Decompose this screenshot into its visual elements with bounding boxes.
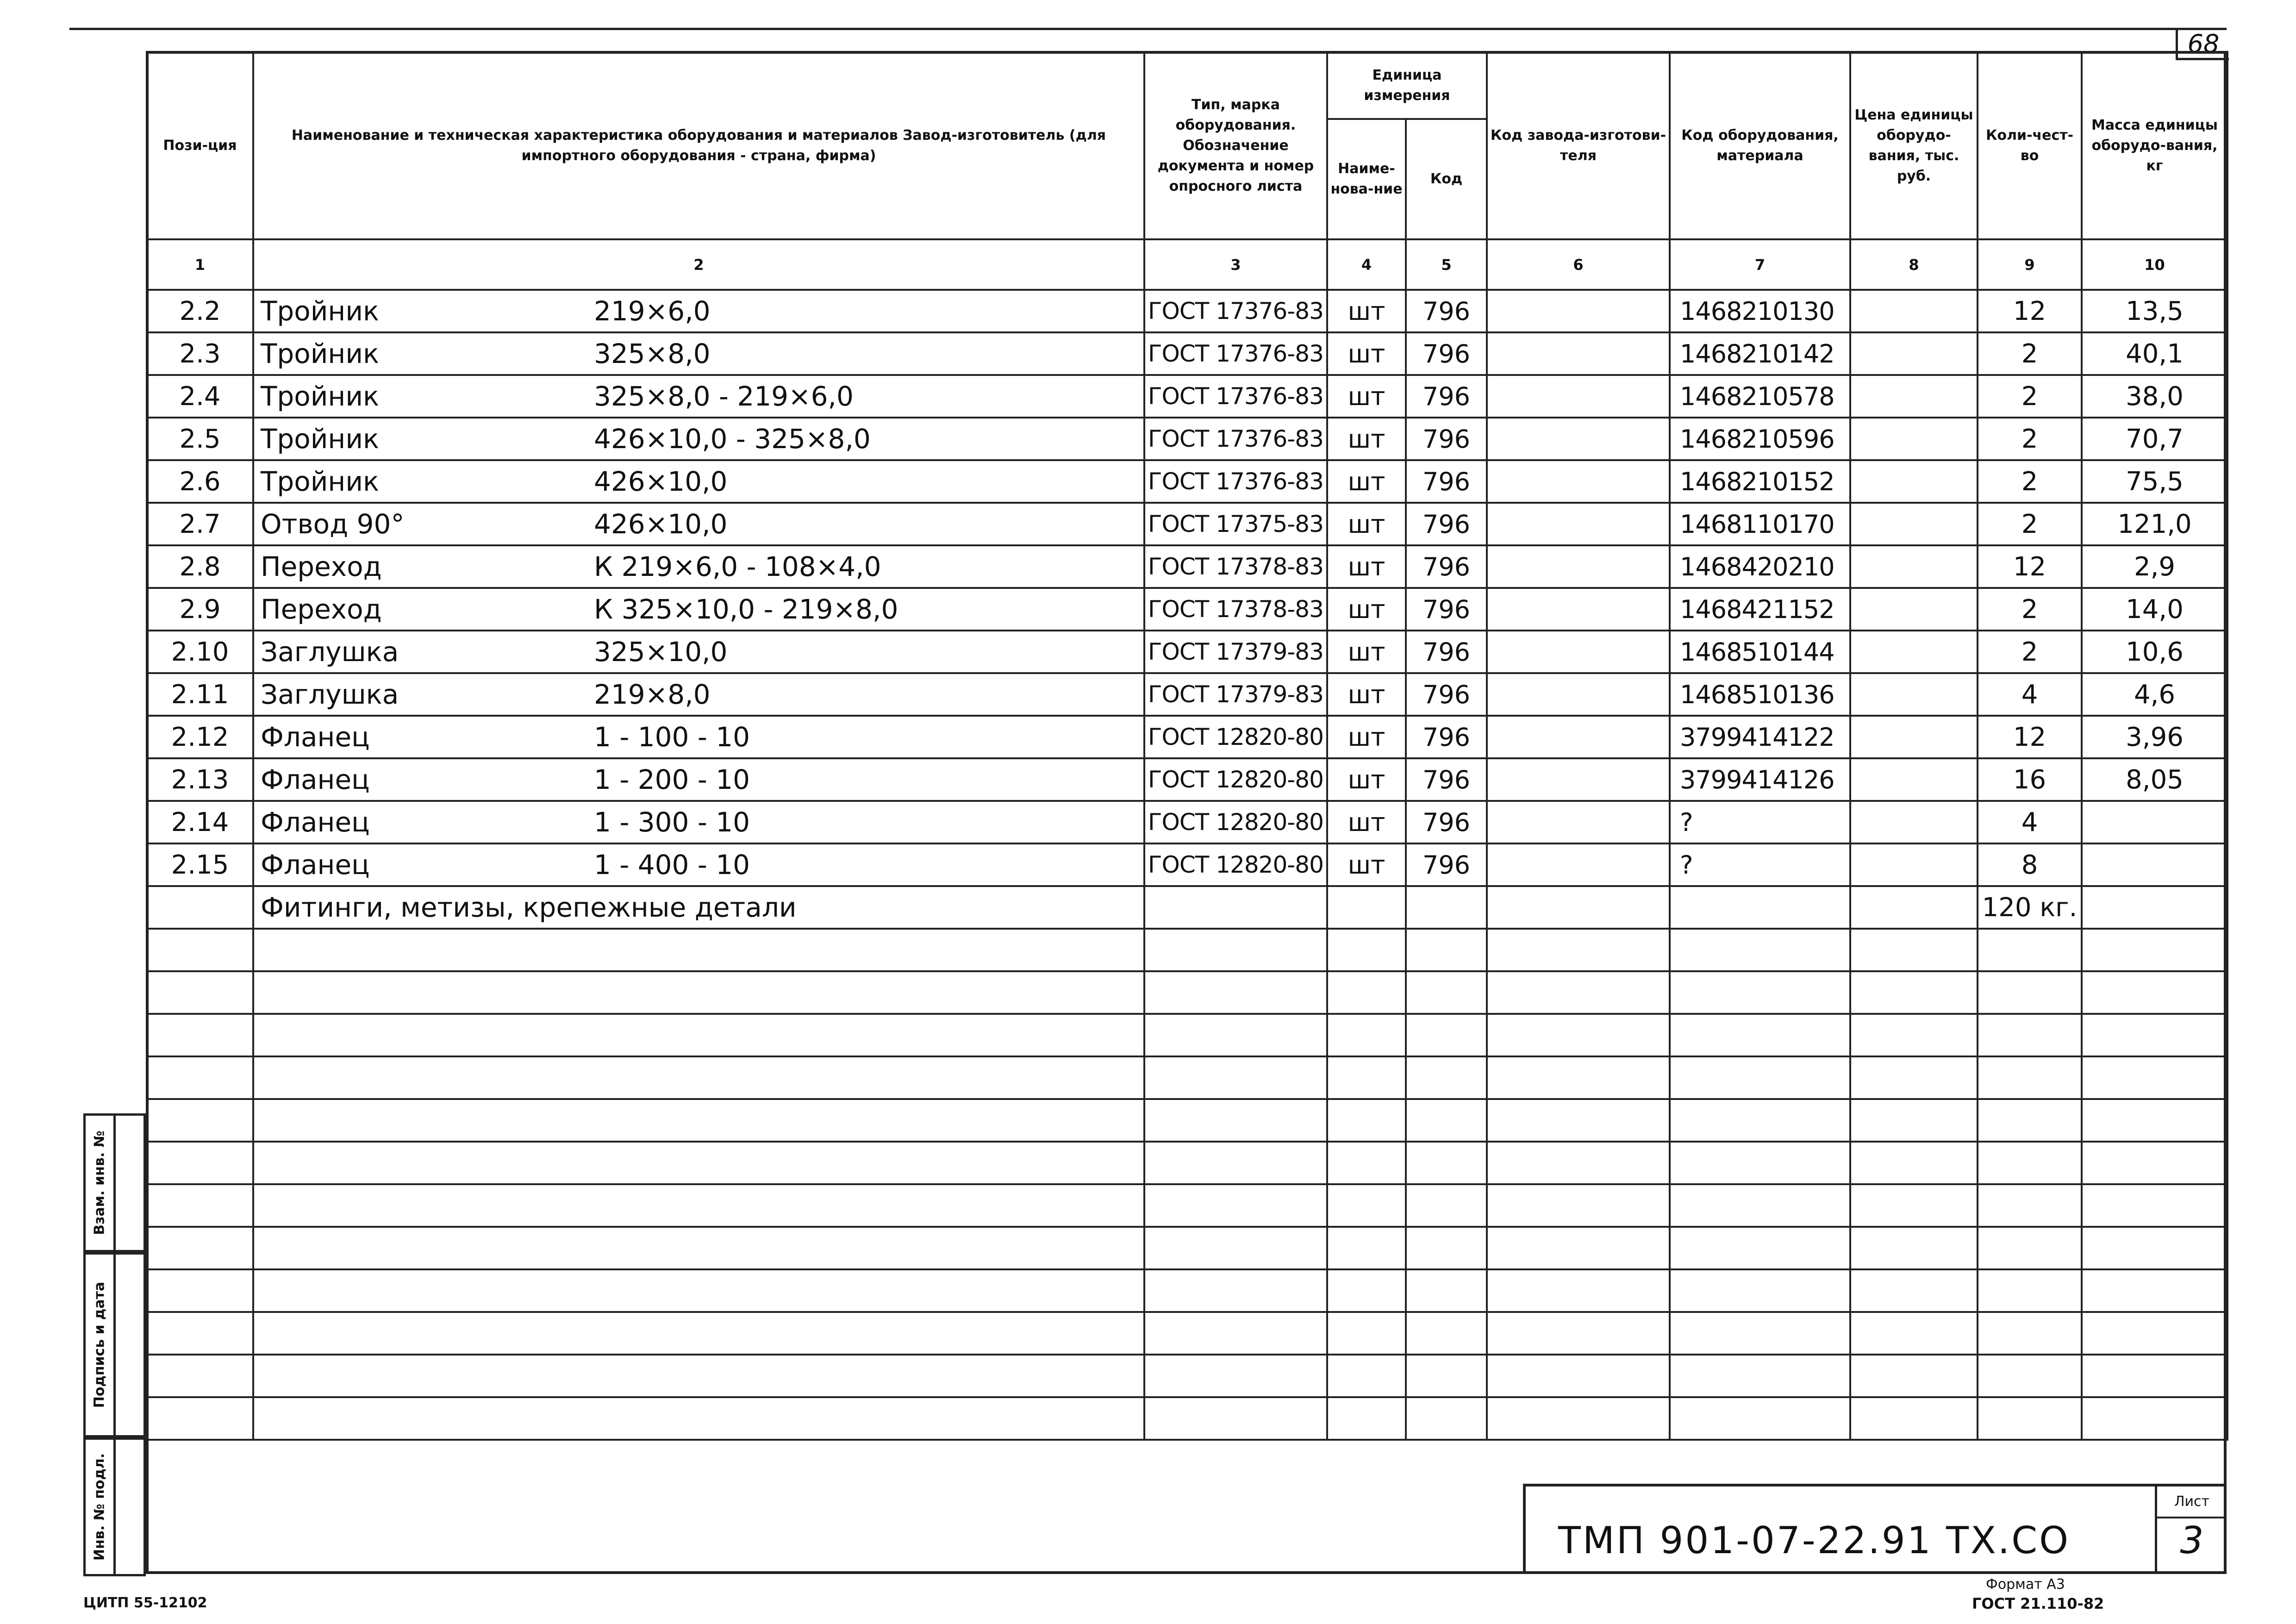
cell-unit-code: 796	[1406, 503, 1487, 545]
cell-position: 2.12	[147, 716, 253, 758]
item-spec: 1 - 100 - 10	[594, 721, 750, 753]
cell-document: ГОСТ 12820-80	[1144, 801, 1327, 843]
item-name: Фланец	[261, 849, 370, 881]
item-spec: 426×10,0	[594, 466, 728, 497]
cell-unit-code: 796	[1406, 843, 1487, 886]
item-spec: 1 - 200 - 10	[594, 764, 750, 795]
cell-mass: 121,0	[2082, 503, 2227, 545]
cell-position: 2.4	[147, 375, 253, 418]
cell-quantity: 2	[1978, 631, 2082, 673]
format-label: Формат А3	[1986, 1576, 2065, 1593]
column-number: 1	[147, 239, 253, 290]
item-spec: К 325×10,0 - 219×8,0	[594, 593, 898, 625]
cell-unit-name: шт	[1327, 503, 1406, 545]
cell-document: ГОСТ 12820-80	[1144, 843, 1327, 886]
cell-equipment-code: 3799414122	[1670, 716, 1850, 758]
top-rule	[69, 28, 2227, 30]
item-name: Фланец	[261, 806, 370, 838]
cell-quantity: 2	[1978, 332, 2082, 375]
cell-mass: 2,9	[2082, 545, 2227, 588]
cell-document: ГОСТ 17379-83	[1144, 631, 1327, 673]
cell-equipment-code: 1468510136	[1670, 673, 1850, 716]
cell-document: ГОСТ 17376-83	[1144, 375, 1327, 418]
cell-position: 2.7	[147, 503, 253, 545]
cell-quantity: 16	[1978, 758, 2082, 801]
column-number: 4	[1327, 239, 1406, 290]
title-block	[1523, 1484, 2227, 1574]
item-name: Тройник	[261, 295, 380, 327]
column-number: 10	[2082, 239, 2227, 290]
cell-equipment-code: 1468210142	[1670, 332, 1850, 375]
item-spec: 325×8,0 - 219×6,0	[594, 381, 854, 412]
stamp-inv-orig	[83, 1437, 146, 1576]
cell-document: ГОСТ 12820-80	[1144, 758, 1327, 801]
cell-unit-code: 796	[1406, 418, 1487, 460]
column-number: 7	[1670, 239, 1850, 290]
cell-unit-name: шт	[1327, 460, 1406, 503]
item-name: Тройник	[261, 466, 380, 497]
cell-position: 2.2	[147, 290, 253, 332]
cell-unit-code: 796	[1406, 758, 1487, 801]
header-unit-group: Единица измерения	[1327, 52, 1487, 119]
cell-quantity: 2	[1978, 418, 2082, 460]
item-spec: 219×6,0	[594, 295, 711, 327]
cell-unit-name: шт	[1327, 716, 1406, 758]
item-name: Отвод 90°	[261, 508, 405, 540]
cell-document: ГОСТ 17376-83	[1144, 332, 1327, 375]
cell-document: ГОСТ 17375-83	[1144, 503, 1327, 545]
header-name: Наименование и техническая характеристика оборудования и материалов Завод-изготовитель (для импортного оборудования - страна, фирма)	[253, 52, 1144, 239]
item-spec: К 219×6,0 - 108×4,0	[594, 551, 881, 582]
header-unit-code: Код	[1406, 119, 1487, 239]
cell-position: 2.9	[147, 588, 253, 631]
cell-unit-name: шт	[1327, 545, 1406, 588]
cell-document: ГОСТ 17378-83	[1144, 588, 1327, 631]
cell-mass: 3,96	[2082, 716, 2227, 758]
header-unit-name: Наиме-нова-ние	[1327, 119, 1406, 239]
item-spec: 219×8,0	[594, 679, 711, 710]
item-name: Заглушка	[261, 636, 399, 668]
cell-position: 2.15	[147, 843, 253, 886]
cell-unit-code: 796	[1406, 375, 1487, 418]
item-name: Тройник	[261, 338, 380, 369]
header-mass: Масса единицы оборудо-вания, кг	[2082, 52, 2227, 239]
cell-equipment-code: 1468420210	[1670, 545, 1850, 588]
cell-quantity: 8	[1978, 843, 2082, 886]
cell-quantity: 2	[1978, 503, 2082, 545]
cell-mass: 10,6	[2082, 631, 2227, 673]
cell-unit-name: шт	[1327, 631, 1406, 673]
cell-mass: 38,0	[2082, 375, 2227, 418]
cell-mass: 70,7	[2082, 418, 2227, 460]
sheet-cell	[2155, 1487, 2227, 1574]
column-number: 3	[1144, 239, 1327, 290]
cell-document: ГОСТ 17376-83	[1144, 418, 1327, 460]
cell-quantity: 12	[1978, 545, 2082, 588]
cell-quantity: 4	[1978, 801, 2082, 843]
cell-position: 2.3	[147, 332, 253, 375]
sheet-no: 3	[2180, 1519, 2204, 1562]
cell-mass: 8,05	[2082, 758, 2227, 801]
item-spec: 426×10,0 - 325×8,0	[594, 423, 871, 455]
cell-unit-name: шт	[1327, 801, 1406, 843]
cell-position: 2.14	[147, 801, 253, 843]
cell-document: ГОСТ 17378-83	[1144, 545, 1327, 588]
column-number: 9	[1978, 239, 2082, 290]
cell-unit-code: 796	[1406, 801, 1487, 843]
cell-document: ГОСТ 17376-83	[1144, 290, 1327, 332]
cell-unit-code: 796	[1406, 290, 1487, 332]
item-name: Заглушка	[261, 679, 399, 710]
cell-equipment-code: 1468421152	[1670, 588, 1850, 631]
cell-quantity: 120 кг.	[1978, 886, 2082, 929]
cell-equipment-code: ?	[1670, 801, 1850, 843]
item-name: Переход	[261, 551, 382, 582]
cell-quantity: 12	[1978, 290, 2082, 332]
cell-mass: 40,1	[2082, 332, 2227, 375]
item-spec: 1 - 300 - 10	[594, 806, 750, 838]
header-position: Пози-ция	[147, 52, 253, 239]
cell-equipment-code: 3799414126	[1670, 758, 1850, 801]
cell-position: 2.8	[147, 545, 253, 588]
header-type-doc: Тип, марка оборудования. Обозначение документа и номер опросного листа	[1144, 52, 1327, 239]
sheet-label: Лист	[2157, 1487, 2227, 1518]
cell-quantity: 4	[1978, 673, 2082, 716]
cell-equipment-code: ?	[1670, 843, 1850, 886]
header-price: Цена единицы оборудо-вания, тыс. руб.	[1850, 52, 1978, 239]
item-spec: 426×10,0	[594, 508, 728, 540]
item-name: Фитинги, метизы, крепежные детали	[261, 892, 797, 923]
cell-unit-name: шт	[1327, 588, 1406, 631]
cell-mass: 14,0	[2082, 588, 2227, 631]
cell-equipment-code: 1468210596	[1670, 418, 1850, 460]
column-number: 5	[1406, 239, 1487, 290]
cell-unit-name: шт	[1327, 290, 1406, 332]
header-equipment-code: Код оборудования, материала	[1670, 52, 1850, 239]
sheet-number: 68	[2176, 30, 2229, 60]
document-code: ТМП 901-07-22.91 ТХ.СО	[1558, 1519, 2071, 1562]
cell-unit-name: шт	[1327, 375, 1406, 418]
item-spec: 325×10,0	[594, 636, 728, 668]
cell-quantity: 2	[1978, 460, 2082, 503]
cell-equipment-code: 1468210152	[1670, 460, 1850, 503]
item-name: Тройник	[261, 381, 380, 412]
cell-document: ГОСТ 17379-83	[1144, 673, 1327, 716]
cell-position: 2.5	[147, 418, 253, 460]
standard-label: ГОСТ 21.110-82	[1972, 1595, 2104, 1612]
stamp-label: Инв. № подл.	[91, 1453, 108, 1561]
cell-unit-code: 796	[1406, 545, 1487, 588]
item-name: Фланец	[261, 764, 370, 795]
cell-equipment-code: 1468210130	[1670, 290, 1850, 332]
column-number: 8	[1850, 239, 1978, 290]
cell-unit-name: шт	[1327, 758, 1406, 801]
cell-document: ГОСТ 17376-83	[1144, 460, 1327, 503]
cell-unit-code: 796	[1406, 332, 1487, 375]
column-number: 2	[253, 239, 1144, 290]
cell-position: 2.13	[147, 758, 253, 801]
cell-position: 2.6	[147, 460, 253, 503]
item-spec: 325×8,0	[594, 338, 711, 369]
cell-unit-code: 796	[1406, 588, 1487, 631]
item-spec: 1 - 400 - 10	[594, 849, 750, 881]
item-name: Переход	[261, 593, 382, 625]
stamp-label: Взам. инв. №	[91, 1131, 108, 1235]
cell-quantity: 12	[1978, 716, 2082, 758]
header-quantity: Коли-чест-во	[1978, 52, 2082, 239]
column-number: 6	[1487, 239, 1670, 290]
page-frame	[146, 51, 2227, 1574]
cell-equipment-code: 1468210578	[1670, 375, 1850, 418]
stamp-replace-inv	[83, 1113, 146, 1252]
stamp-label: Подпись и дата	[91, 1281, 108, 1408]
cell-mass: 4,6	[2082, 673, 2227, 716]
item-name: Фланец	[261, 721, 370, 753]
cell-unit-name: шт	[1327, 332, 1406, 375]
header-maker-code: Код завода-изготови-теля	[1487, 52, 1670, 239]
cell-quantity: 2	[1978, 588, 2082, 631]
cell-unit-code: 796	[1406, 673, 1487, 716]
cell-unit-name: шт	[1327, 843, 1406, 886]
item-name: Тройник	[261, 423, 380, 455]
cell-position: 2.11	[147, 673, 253, 716]
archive-number: ЦИТП 55-12102	[83, 1595, 207, 1611]
cell-quantity: 2	[1978, 375, 2082, 418]
cell-mass: 75,5	[2082, 460, 2227, 503]
stamp-sign-date	[83, 1252, 146, 1437]
cell-unit-code: 796	[1406, 716, 1487, 758]
cell-document: ГОСТ 12820-80	[1144, 716, 1327, 758]
cell-unit-code: 796	[1406, 631, 1487, 673]
cell-unit-name: шт	[1327, 673, 1406, 716]
cell-unit-name: шт	[1327, 418, 1406, 460]
cell-unit-code: 796	[1406, 460, 1487, 503]
cell-mass: 13,5	[2082, 290, 2227, 332]
cell-position: 2.10	[147, 631, 253, 673]
cell-equipment-code: 1468510144	[1670, 631, 1850, 673]
cell-equipment-code: 1468110170	[1670, 503, 1850, 545]
